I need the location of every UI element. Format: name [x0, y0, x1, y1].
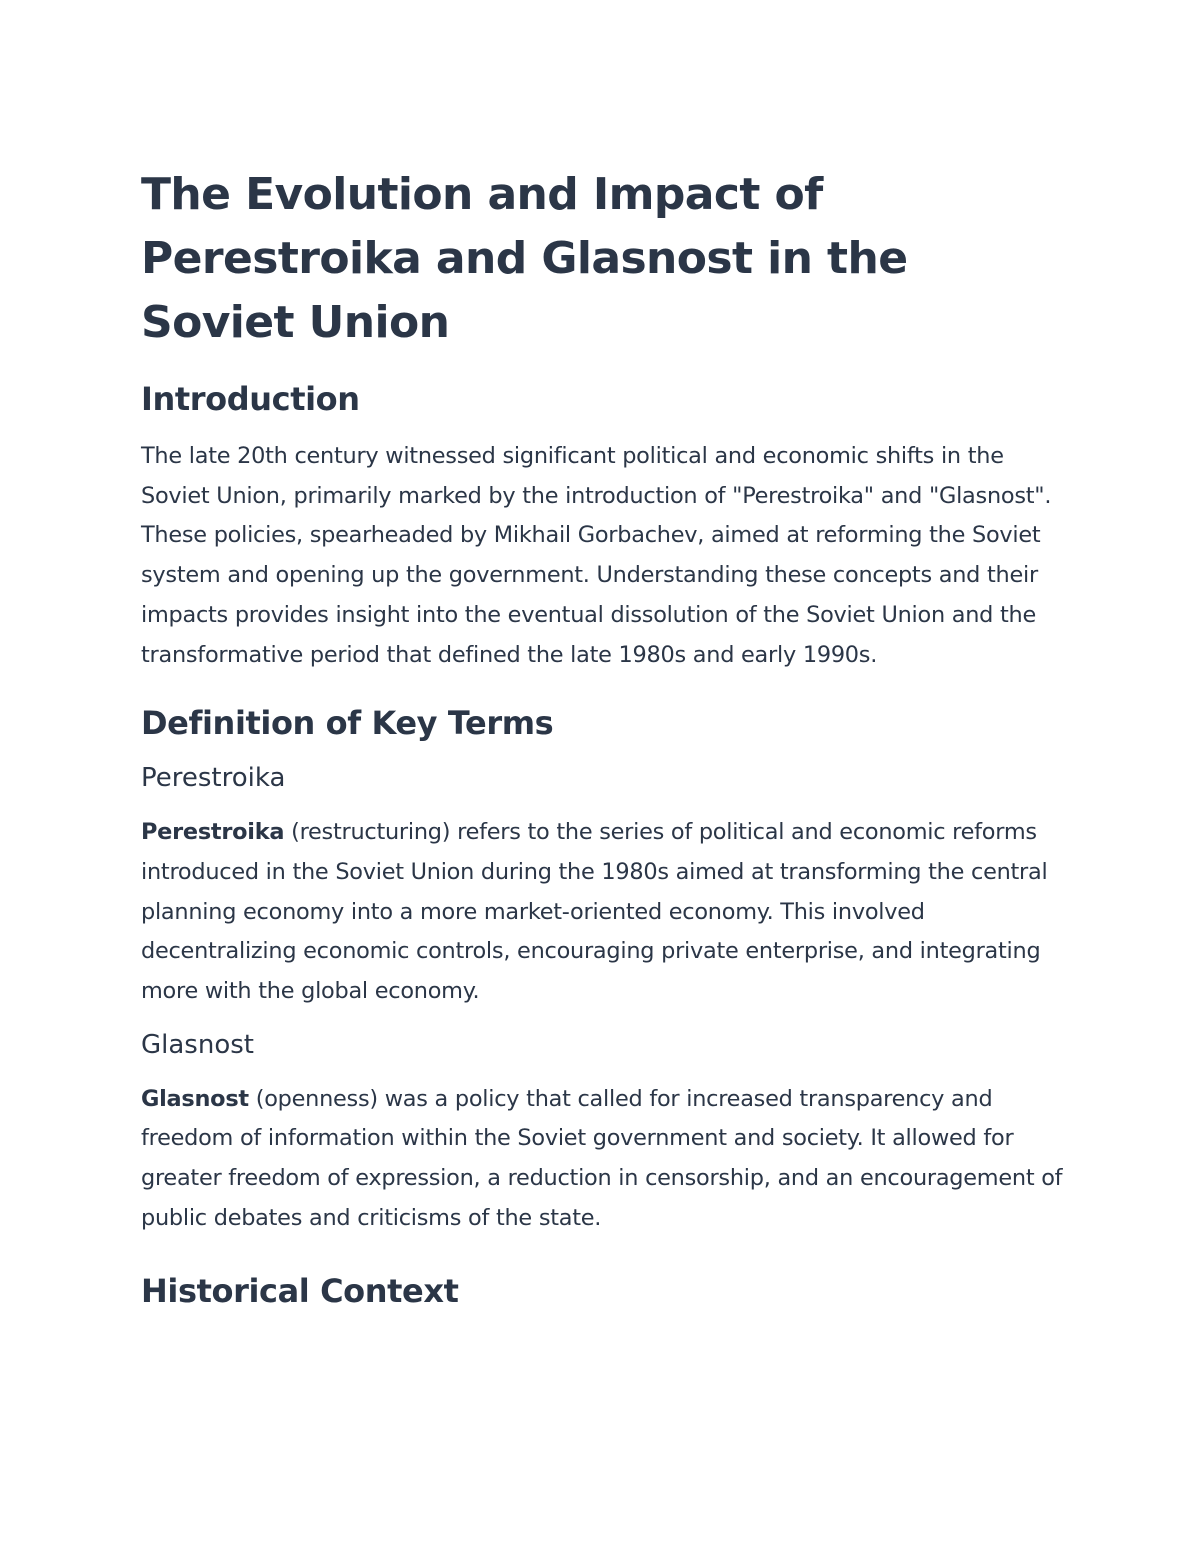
introduction-heading: Introduction: [141, 380, 360, 418]
perestroika-subheading: Perestroika: [141, 763, 286, 794]
historical-context-heading: Historical Context: [141, 1271, 459, 1310]
perestroika-definition: (restructuring) refers to the series of political and economic reforms introduced in the Soviet Union during the 1980s aimed at transforming the central planning economy into a more market-oriented economy. This involved decentralizing economic controls, encouraging private enterprise, and integrating more with the global economy.: [141, 819, 1048, 1005]
glasnost-definition: (openness) was a policy that called for increased transparency and freedom of information within the Soviet government and society. It allowed for greater freedom of expression, a reduction in censorship, and an encouragement of public debates and criticisms of the state.: [141, 1085, 1063, 1231]
document-title: The Evolution and Impact of Perestroika and Glasnost in the Soviet Union: [141, 169, 908, 348]
introduction-paragraph: The late 20th century witnessed significant political and economic shifts in the Soviet Union, primarily marked by the introduction of "Perestroika" and "Glasnost". These policies, spearheaded by Mikhail Gorbachev, aimed at reforming the Soviet system and opening up the government. Understanding these concepts and their impacts provides insight into the eventual dissolution of the Soviet Union and the transformative period that defined the late 1980s and early 1990s.: [141, 443, 1052, 668]
glasnost-term: Glasnost: [141, 1085, 249, 1112]
perestroika-term: Perestroika: [141, 819, 285, 846]
glasnost-paragraph: [141, 1080, 1071, 1239]
perestroika-paragraph: [141, 813, 1071, 1012]
glasnost-subheading: Glasnost: [141, 1029, 254, 1060]
definitions-heading: Definition of Key Terms: [141, 704, 554, 743]
document-page: [141, 163, 1071, 1313]
